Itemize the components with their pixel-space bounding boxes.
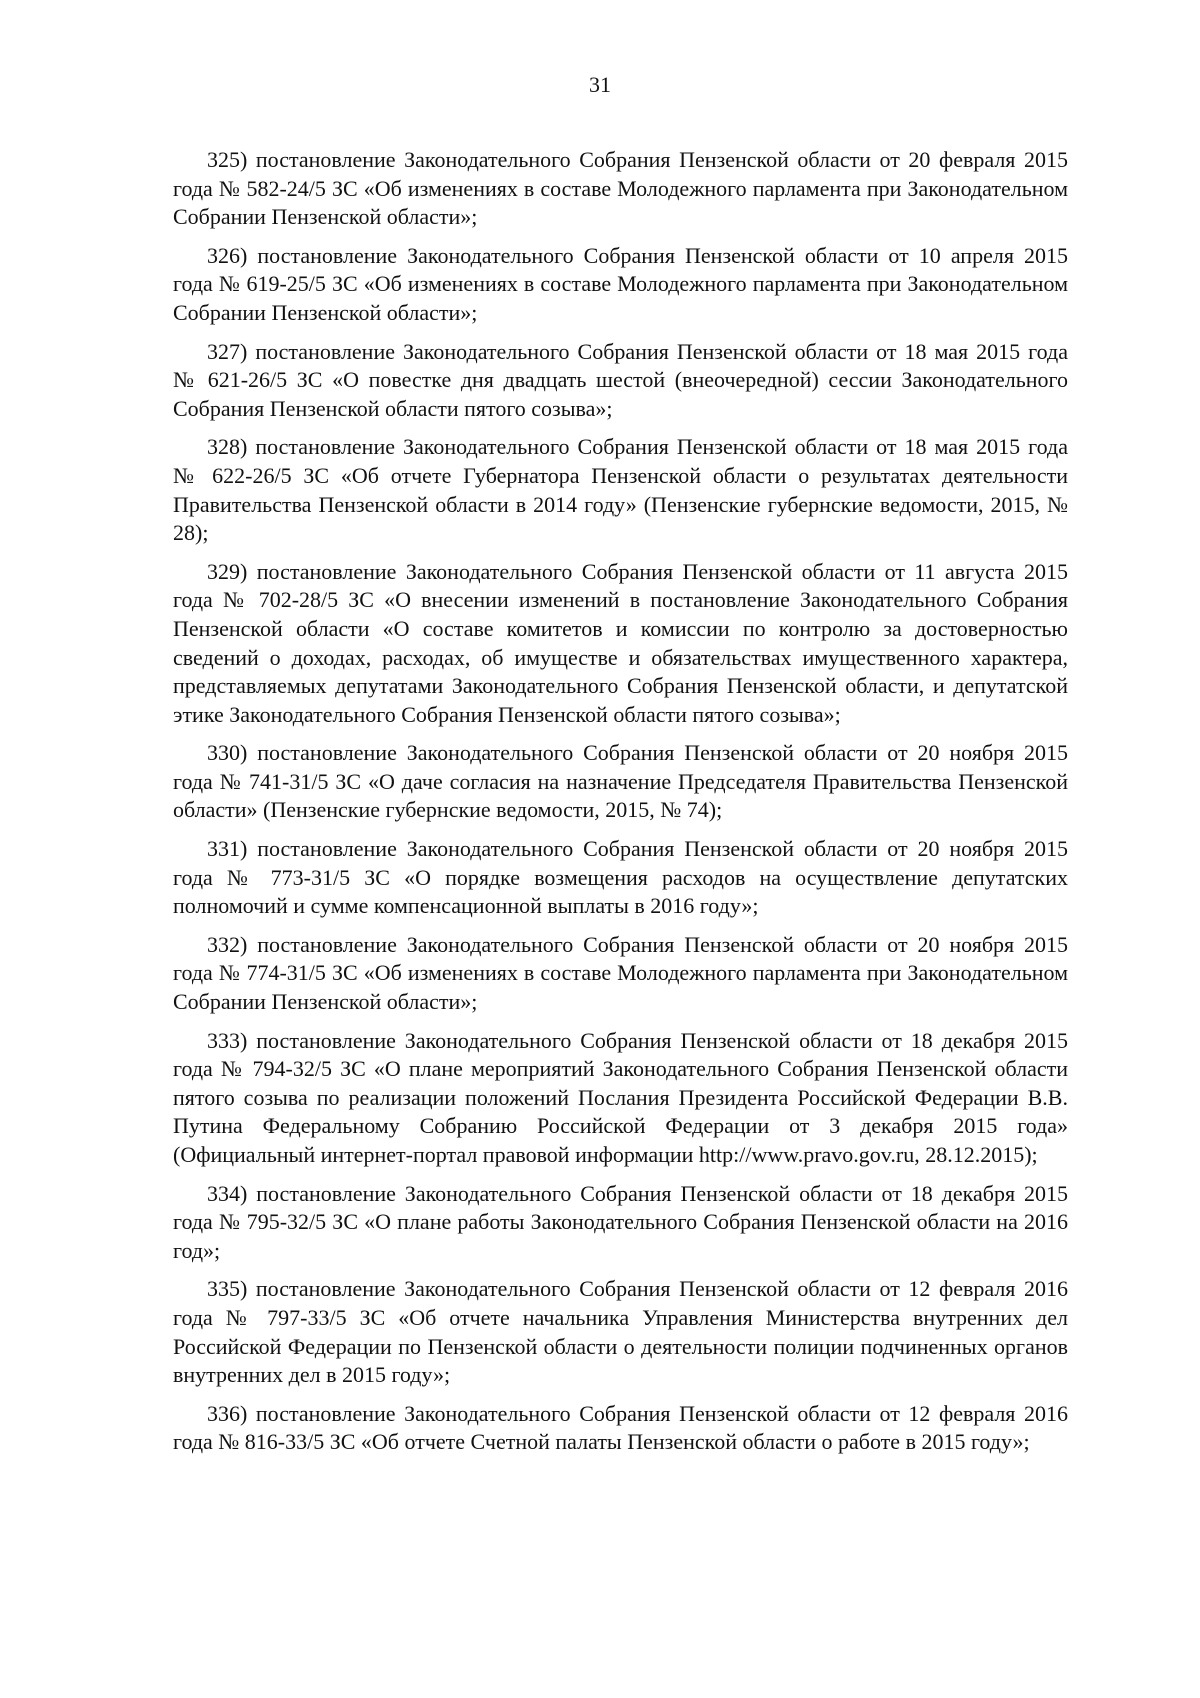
list-item-326: 326) постановление Законодательного Собрания Пензенской области от 10 апреля 2015 года № 619-25/5 ЗС «Об изменениях в составе Молодежного парламента при Законодательном Собрании Пензенской области»; — [173, 242, 1068, 325]
list-item-332: 332) постановление Законодательного Собрания Пензенской области от 20 ноября 2015 года № 774-31/5 ЗС «Об изменениях в составе Молодежного парламента при Законодательном Собрании Пензенской области»; — [173, 931, 1068, 1015]
list-item-333: 333) постановление Законодательного Собрания Пензенской области от 18 декабря 2015 года № 794-32/5 ЗС «О плане мероприятий Законодательного Собрания Пензенской области пятого созыва по реализации положений Послания Президента Российской Федерации В.В. Путина Федеральному Собранию Российской Федерации от 3 декабря 2015 года» (Официальный интернет-портал правовой информации http://www.pravo.gov.ru, 28.12.2015); — [173, 1027, 1068, 1167]
document-body — [173, 146, 1068, 1467]
list-item-328: 328) постановление Законодательного Собрания Пензенской области от 18 мая 2015 года № 622-26/5 ЗС «Об отчете Губернатора Пензенской области о результатах деятельности Правительства Пензенской области в 2014 году» (Пензенские губернские ведомости, 2015, № 28); — [173, 434, 1068, 546]
list-item-334: 334) постановление Законодательного Собрания Пензенской области от 18 декабря 2015 года № 795-32/5 ЗС «О плане работы Законодательного Собрания Пензенской области на 2016 год»; — [173, 1180, 1068, 1263]
page-number: 31 — [589, 72, 611, 97]
list-item-335: 335) постановление Законодательного Собрания Пензенской области от 12 февраля 2016 года № 797-33/5 ЗС «Об отчете начальника Управления Министерства внутренних дел Российской Федерации по Пензенской области о деятельности полиции подчиненных органов внутренних дел в 2015 году»; — [173, 1276, 1068, 1388]
list-item-327: 327) постановление Законодательного Собрания Пензенской области от 18 мая 2015 года № 621-26/5 ЗС «О повестке дня двадцать шестой (внеочередной) сессии Законодательного Собрания Пензенской области пятого созыва»; — [173, 338, 1068, 421]
list-item-331: 331) постановление Законодательного Собрания Пензенской области от 20 ноября 2015 года № 773-31/5 ЗС «О порядке возмещения расходов на осуществление депутатских полномочий и сумме компенсационной выплаты в 2016 году»; — [173, 836, 1068, 919]
list-item-336: 336) постановление Законодательного Собрания Пензенской области от 12 февраля 2016 года № 816-33/5 ЗС «Об отчете Счетной палаты Пензенской области о работе в 2015 году»; — [173, 1400, 1068, 1455]
list-item-329: 329) постановление Законодательного Собрания Пензенской области от 11 августа 2015 года № 702-28/5 ЗС «О внесении изменений в постановление Законодательного Собрания Пензенской области «О составе комитетов и комиссии по контролю за достоверностью сведений о доходах, расходах, об имуществе и обязательствах имущественного характера, представляемых депутатами Законодательного Собрания Пензенской области, и депутатской этике Законодательного Собрания Пензенской области пятого созыва»; — [173, 558, 1068, 727]
list-item-330: 330) постановление Законодательного Собрания Пензенской области от 20 ноября 2015 года № 741-31/5 ЗС «О даче согласия на назначение Председателя Правительства Пензенской области» (Пензенские губернские ведомости, 2015, № 74); — [173, 740, 1068, 823]
list-item-325: 325) постановление Законодательного Собрания Пензенской области от 20 февраля 2015 года № 582-24/5 ЗС «Об изменениях в составе Молодежного парламента при Законодательном Собрании Пензенской области»; — [173, 147, 1068, 230]
